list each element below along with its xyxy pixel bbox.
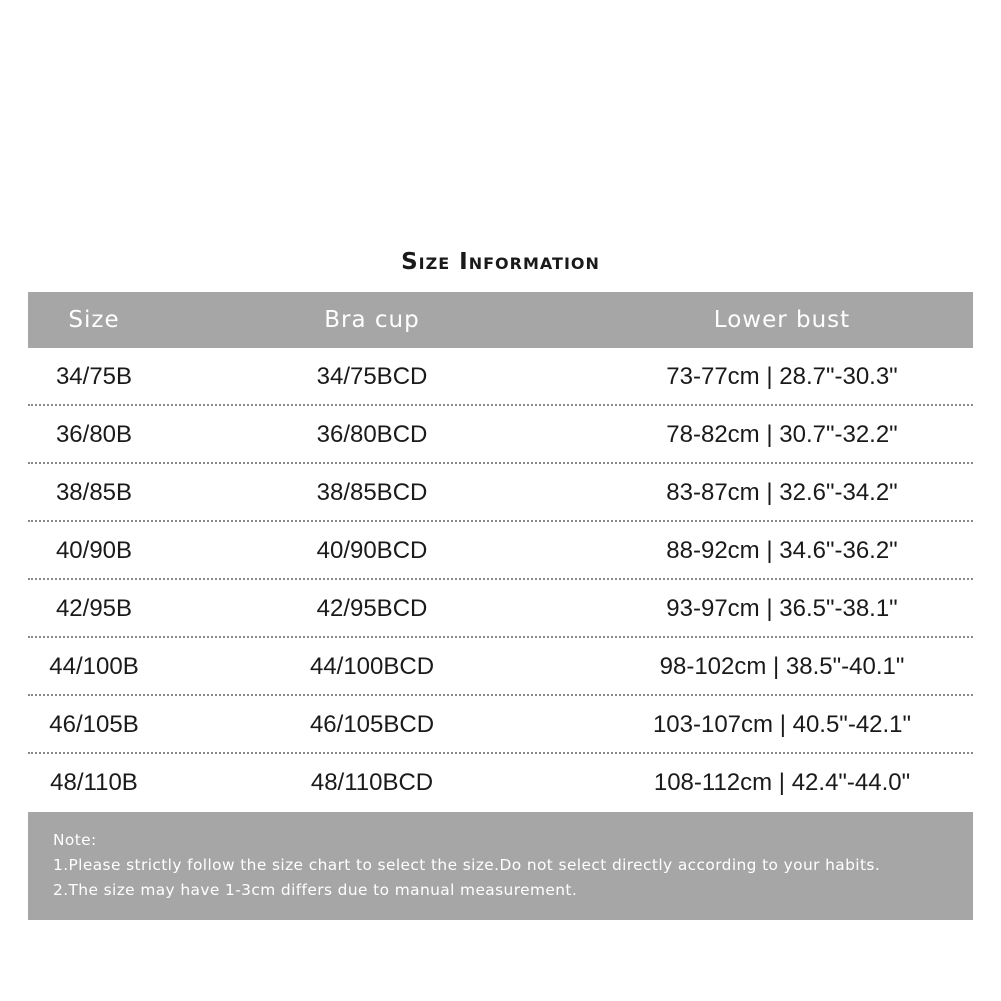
cell-size: 36/80B (55, 421, 133, 448)
table-row (28, 348, 973, 406)
cell-size: 42/95B (55, 595, 133, 622)
cell-size: 46/105B (49, 711, 139, 738)
cell-lower-bust: 98-102cm | 38.5"-40.1" (659, 653, 905, 680)
table-row (28, 522, 973, 580)
cell-bra-cup: 42/95BCD (316, 595, 428, 622)
cell-bra-cup: 40/90BCD (316, 537, 428, 564)
cell-size: 40/90B (55, 537, 133, 564)
page-title: Size Information (401, 249, 600, 275)
cell-lower-bust: 93-97cm | 36.5"-38.1" (666, 595, 898, 622)
table-header (28, 292, 973, 348)
table-row (28, 696, 973, 754)
cell-lower-bust: 83-87cm | 32.6"-34.2" (666, 479, 898, 506)
cell-bra-cup: 46/105BCD (309, 711, 435, 738)
table-row (28, 638, 973, 696)
cell-lower-bust: 103-107cm | 40.5"-42.1" (652, 711, 912, 738)
header-size: Size (68, 307, 120, 333)
header-lower-bust: Lower bust (713, 307, 851, 333)
table-row (28, 406, 973, 464)
note-box (28, 812, 973, 920)
cell-size: 48/110B (50, 769, 138, 796)
note-line-2: 2.The size may have 1-3cm differs due to manual measurement. (53, 881, 578, 899)
table-row (28, 464, 973, 522)
note-label: Note: (53, 831, 97, 849)
cell-size: 38/85B (55, 479, 133, 506)
cell-bra-cup: 38/85BCD (316, 479, 428, 506)
table-row (28, 754, 973, 812)
cell-lower-bust: 73-77cm | 28.7"-30.3" (666, 363, 898, 390)
cell-size: 44/100B (49, 653, 139, 680)
note-line-1: 1.Please strictly follow the size chart to select the size.Do not select directly according to your habits. (53, 856, 881, 874)
size-table (28, 292, 973, 812)
cell-lower-bust: 78-82cm | 30.7"-32.2" (666, 421, 898, 448)
cell-bra-cup: 36/80BCD (316, 421, 428, 448)
cell-bra-cup: 48/110BCD (310, 769, 434, 796)
cell-lower-bust: 108-112cm | 42.4"-44.0" (653, 769, 911, 796)
table-row (28, 580, 973, 638)
cell-size: 34/75B (55, 363, 133, 390)
header-bra-cup: Bra cup (324, 307, 420, 333)
cell-bra-cup: 44/100BCD (309, 653, 435, 680)
cell-lower-bust: 88-92cm | 34.6"-36.2" (666, 537, 898, 564)
cell-bra-cup: 34/75BCD (316, 363, 428, 390)
